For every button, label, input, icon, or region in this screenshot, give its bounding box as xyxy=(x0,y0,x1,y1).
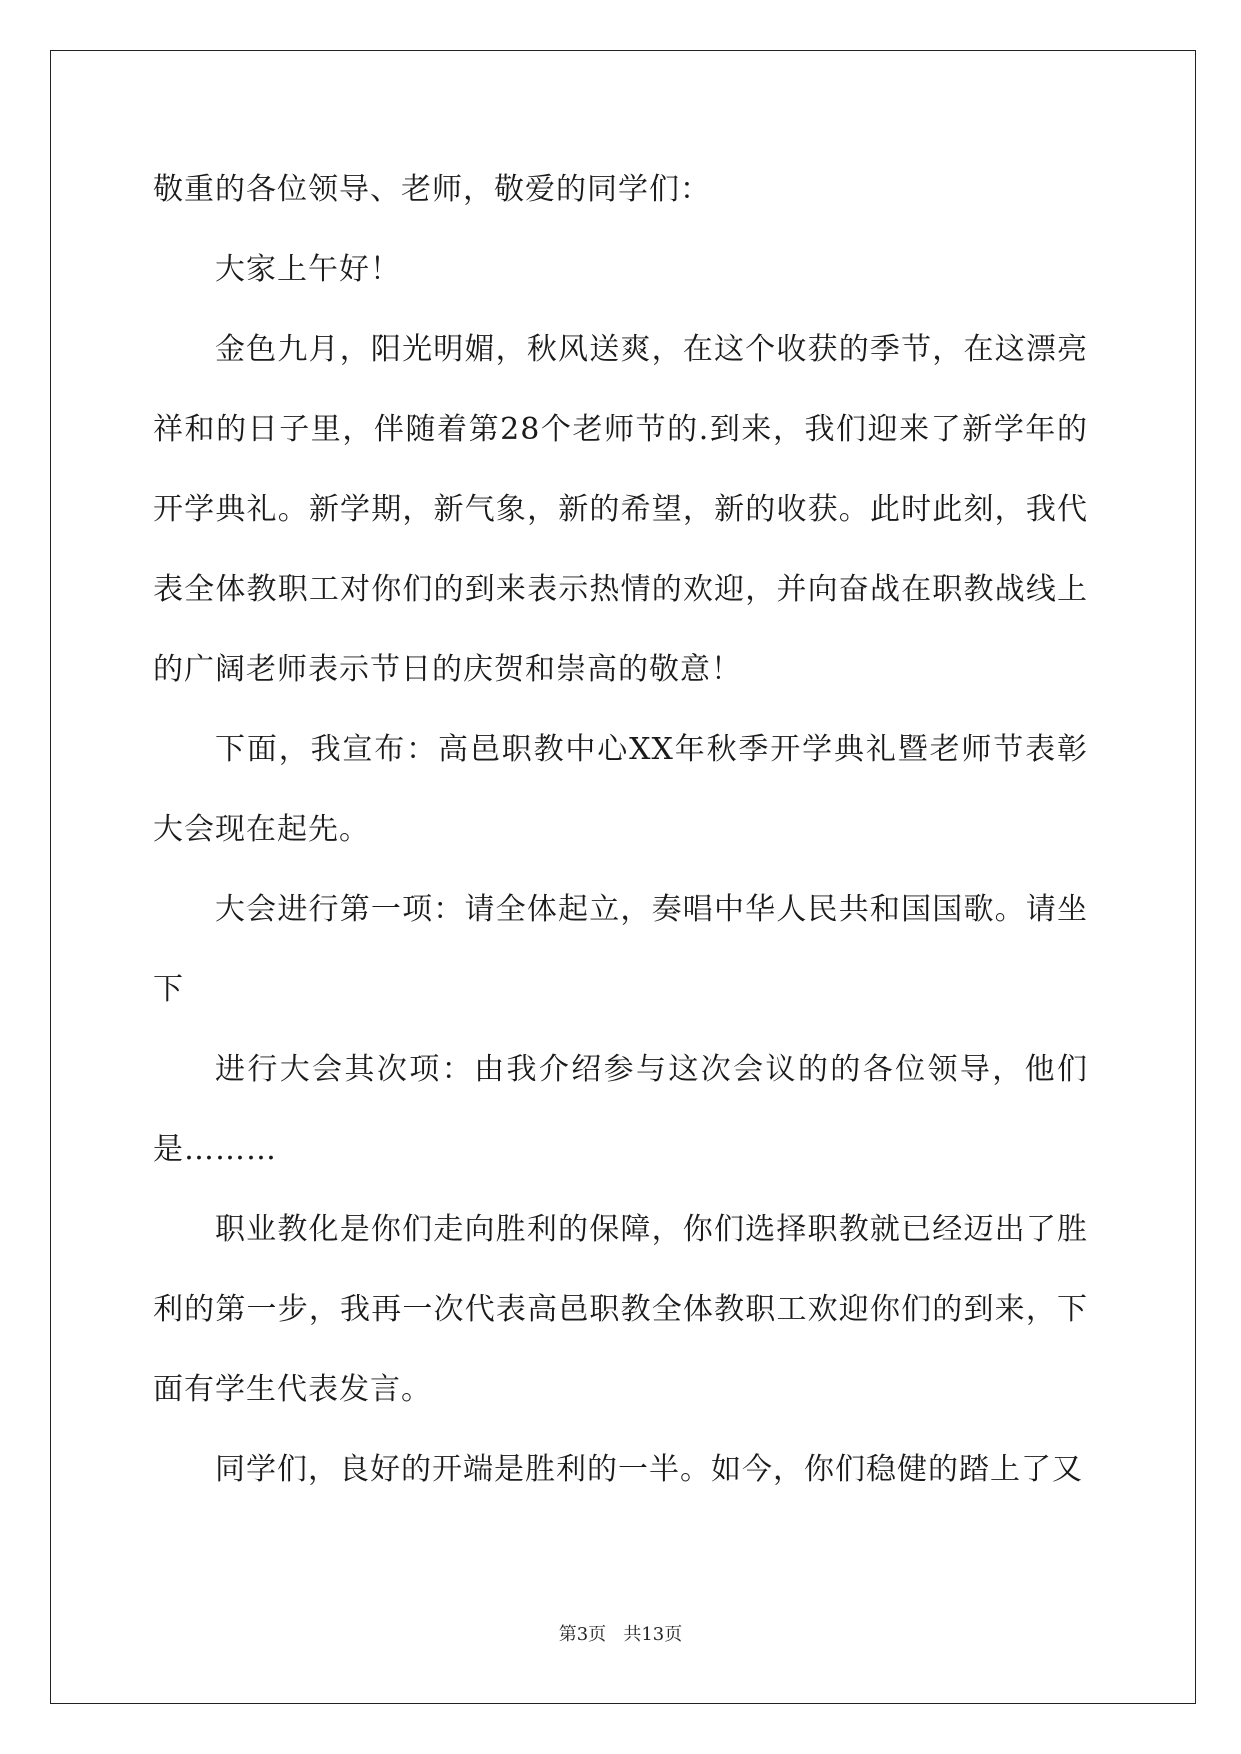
document-body xyxy=(153,150,1088,1510)
page-total: 共13页 xyxy=(623,1624,683,1645)
paragraph-announcement: 下面，我宣布：高邑职教中心XX年秋季开学典礼暨老师节表彰大会现在起先。 xyxy=(153,732,1088,847)
page-number: 第3页 xyxy=(558,1624,607,1645)
page-footer xyxy=(0,1620,1241,1646)
paragraph-closing: 同学们，良好的开端是胜利的一半。如今，你们稳健的踏上了又 xyxy=(215,1452,1083,1487)
paragraph-opening: 金色九月，阳光明媚，秋风送爽，在这个收获的季节，在这漂亮祥和的日子里，伴随着第28个老师节的.到来，我们迎来了新学年的开学典礼。新学期，新气象，新的希望，新的收获。此时此刻，我代表全体教职工对你们的到来表示热情的欢迎，并向奋战在职教战线上的广阔老师表示节日的庆贺和崇高的敬意！ xyxy=(153,332,1088,687)
paragraph-vocational: 职业教化是你们走向胜利的保障，你们选择职教就已经迈出了胜利的第一步，我再一次代表高邑职教全体教职工欢迎你们的到来，下面有学生代表发言。 xyxy=(153,1212,1088,1407)
paragraph-salutation: 敬重的各位领导、老师，敬爱的同学们： xyxy=(153,172,711,207)
paragraph-item-one: 大会进行第一项：请全体起立，奏唱中华人民共和国国歌。请坐下 xyxy=(153,892,1088,1007)
paragraph-item-two: 进行大会其次项：由我介绍参与这次会议的的各位领导，他们是……… xyxy=(153,1052,1088,1167)
paragraph-greeting: 大家上午好！ xyxy=(215,252,401,287)
